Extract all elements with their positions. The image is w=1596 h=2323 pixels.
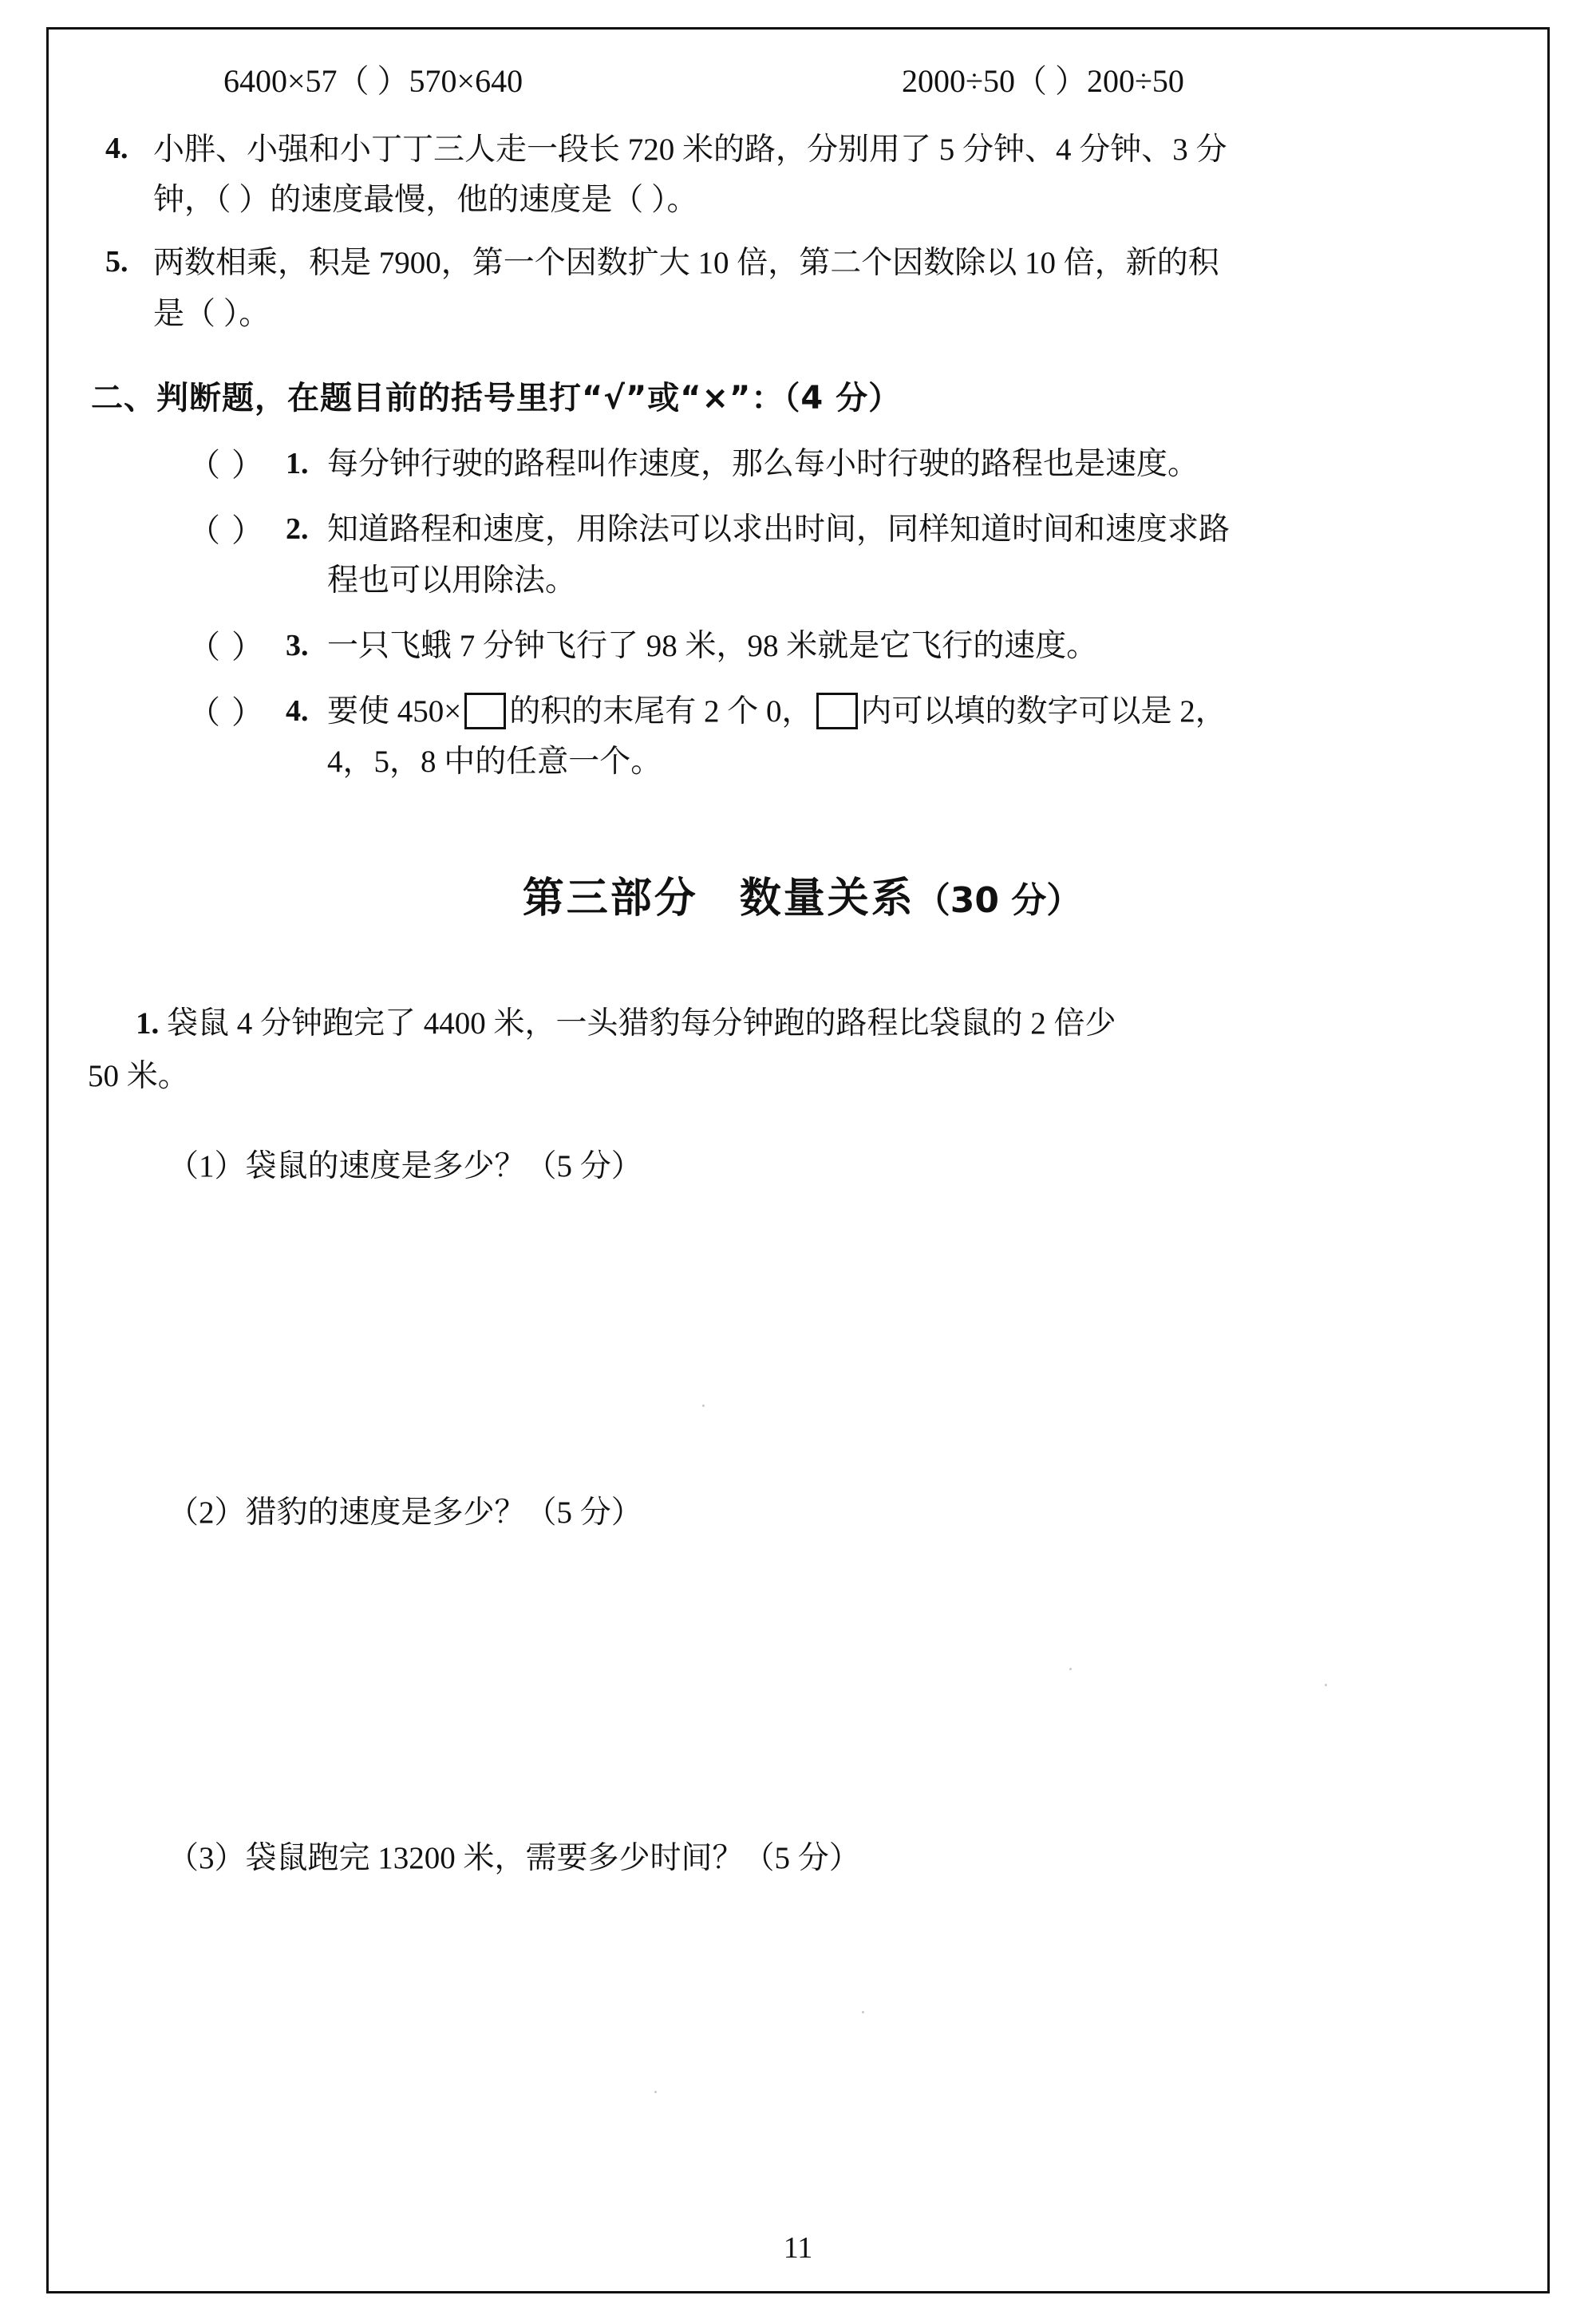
tf-item-2-bracket[interactable]: （ ）: [188, 512, 265, 548]
fill-item-4-line1: 小胖、小强和小丁丁三人走一段长 720 米的路，分别用了 5 分钟、4 分钟、3 分: [153, 132, 1227, 167]
sub-question-2: （2）猎豹的速度是多少？（5 分）: [168, 1495, 642, 1530]
tf-item-4-line2: 4，5，8 中的任意一个。: [327, 745, 662, 780]
tf-item-3: [88, 621, 1516, 672]
tf-item-4-text-c: 内可以填的数字可以是 2，: [860, 693, 1227, 729]
tf-item-4: [88, 686, 1516, 788]
scan-speck: [1325, 1684, 1327, 1686]
tf-item-2-number: 2.: [286, 512, 309, 546]
part-three-title: [88, 864, 1516, 924]
tf-item-3-text: 一只飞蛾 7 分钟飞行了 98 米，98 米就是它飞行的速度。: [327, 628, 1098, 663]
expression-left: 6400×57（ ）570×640: [223, 63, 523, 99]
word-problem-1-text1: 袋鼠 4 分钟跑完了 4400 米，一头猎豹每分钟跑的路程比袋鼠的 2 倍少: [167, 1006, 1116, 1041]
fill-item-5-number: 5.: [105, 245, 128, 279]
top-expression-row: [88, 56, 1516, 112]
scan-speck: [702, 1404, 705, 1407]
tf-item-3-bracket[interactable]: （ ）: [188, 628, 265, 665]
sub-question-3: （3）袋鼠跑完 13200 米，需要多少时间？（5 分）: [168, 1841, 860, 1876]
tf-item-4-line1: [327, 686, 1516, 737]
tf-item-1-text: 每分钟行驶的路程叫作速度，那么每小时行驶的路程也是速度。: [327, 446, 1199, 481]
word-problem-1-line1: [88, 998, 1516, 1050]
tf-item-4-text-b: 的积的末尾有 2 个 0，: [509, 693, 813, 729]
scan-speck: [1069, 1668, 1072, 1670]
part-three-subtitle: 数量关系: [739, 875, 915, 923]
sub-question-1: （1）袋鼠的速度是多少？（5 分）: [168, 1149, 642, 1184]
scan-speck: [654, 2091, 657, 2093]
answer-space-1[interactable]: [88, 1193, 1516, 1448]
page-number: 11: [783, 2231, 813, 2265]
part-three-label: 第三部分: [522, 875, 698, 923]
fill-item-4-number: 4.: [105, 132, 128, 165]
true-false-list: [88, 439, 1516, 788]
word-problem-1: [88, 998, 1516, 1885]
fill-item-5-line2: 是（ ）。: [153, 296, 271, 331]
section-two-heading: 二、判断题，在题目前的括号里打“√”或“×”：（4 分）: [91, 379, 902, 417]
scan-speck: [862, 2011, 864, 2013]
part-three-score: （30 分）: [915, 880, 1082, 922]
word-problem-1-number: 1.: [136, 1006, 160, 1041]
tf-item-1-bracket[interactable]: （ ）: [188, 446, 265, 483]
page-content: [88, 56, 1516, 1885]
tf-item-1: [88, 439, 1516, 490]
fill-item-5-line1: 两数相乘，积是 7900，第一个因数扩大 10 倍，第二个因数除以 10 倍，新的积: [153, 246, 1219, 281]
tf-item-2-line1: 知道路程和速度，用除法可以求出时间，同样知道时间和速度求路: [327, 512, 1231, 547]
tf-item-1-number: 1.: [286, 446, 309, 480]
expression-right: 2000÷50（ ）200÷50: [902, 63, 1184, 99]
answer-box-2[interactable]: [816, 693, 858, 729]
fill-item-5: [88, 238, 1516, 338]
tf-item-4-text-a: 要使 450×: [327, 693, 462, 729]
tf-item-2-line2: 程也可以用除法。: [327, 563, 577, 598]
answer-space-2[interactable]: [88, 1539, 1516, 1794]
fill-item-4-line2: 钟，（ ）的速度最慢，他的速度是（ ）。: [153, 183, 698, 218]
fill-item-4: [88, 124, 1516, 225]
tf-item-2: [88, 504, 1516, 606]
tf-item-4-number: 4.: [286, 693, 309, 728]
answer-box-1[interactable]: [464, 693, 506, 729]
tf-item-4-bracket[interactable]: （ ）: [188, 693, 265, 730]
word-problem-1-line2: 50 米。: [88, 1058, 189, 1093]
tf-item-3-number: 3.: [286, 628, 309, 662]
